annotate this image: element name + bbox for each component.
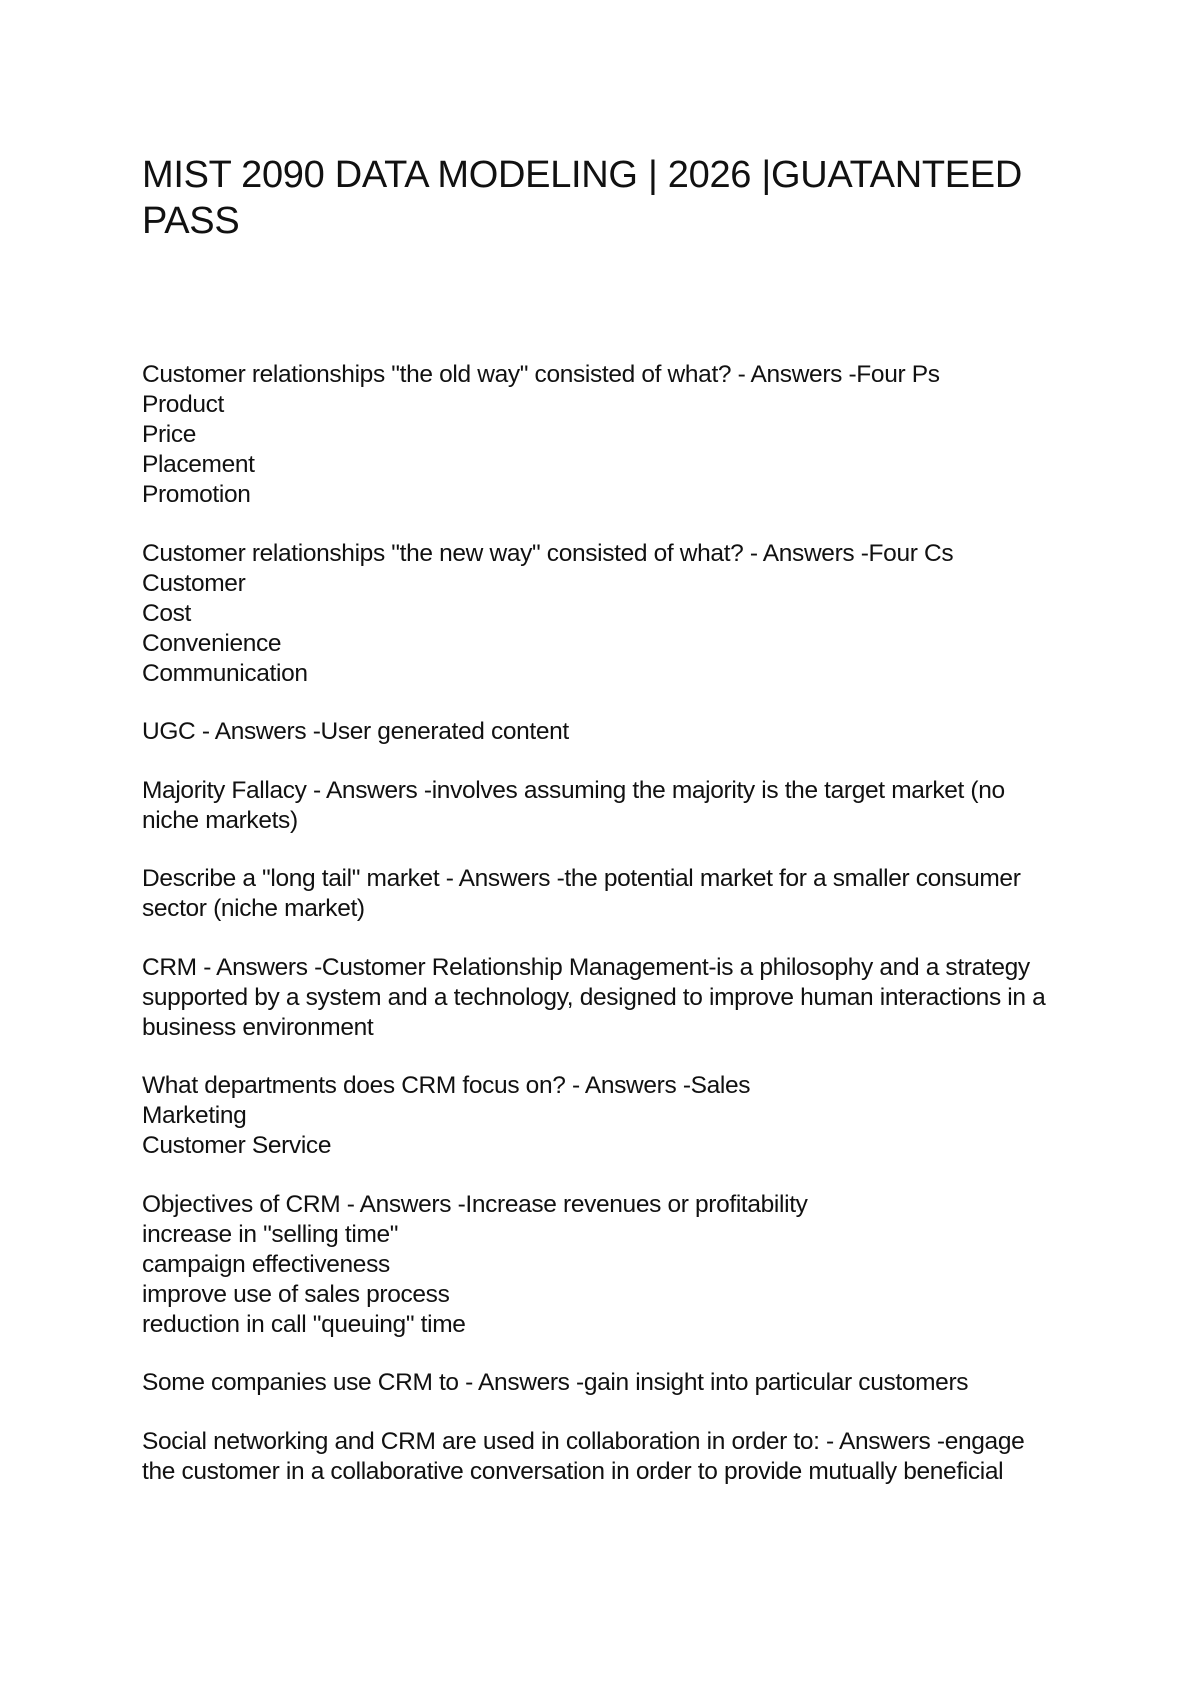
qa-line: UGC - Answers -User generated content — [142, 718, 569, 745]
qa-line: niche markets) — [142, 806, 298, 834]
qa-line: campaign effectiveness — [142, 1250, 390, 1278]
qa-line: Some companies use CRM to - Answers -gain insight into particular customers — [142, 1369, 969, 1396]
qa-entry-social-networking — [142, 1427, 1072, 1487]
qa-line: Communication — [142, 659, 308, 687]
title-line: MIST 2090 DATA MODELING | 2026 |GUATANTEED — [142, 154, 1022, 196]
qa-entry-new-way — [142, 539, 1072, 689]
qa-line: Cost — [142, 599, 191, 627]
qa-line: supported by a system and a technology, designed to improve human interactions in a — [142, 983, 1046, 1011]
qa-entry-long-tail — [142, 864, 1072, 924]
qa-entry-crm-objectives — [142, 1190, 1072, 1340]
qa-line: Social networking and CRM are used in collaboration in order to: - Answers -engage — [142, 1427, 1025, 1455]
qa-line: the customer in a collaborative conversation in order to provide mutually beneficial — [142, 1457, 1004, 1485]
qa-entry-ugc — [142, 717, 1072, 747]
qa-line: Customer relationships "the new way" consisted of what? - Answers -Four Cs — [142, 539, 954, 567]
qa-entry-old-way — [142, 360, 1072, 510]
qa-entry-crm — [142, 953, 1072, 1043]
qa-line: Price — [142, 421, 197, 448]
qa-entry-crm-departments — [142, 1071, 1072, 1161]
qa-line: Customer relationships "the old way" consisted of what? - Answers -Four Ps — [142, 361, 940, 388]
qa-line: Product — [142, 391, 224, 418]
qa-line: business environment — [142, 1013, 374, 1041]
qa-list — [142, 360, 1072, 1515]
qa-line: improve use of sales process — [142, 1280, 450, 1308]
qa-line: Majority Fallacy - Answers -involves assuming the majority is the target market (no — [142, 776, 1005, 804]
qa-line: Customer — [142, 569, 246, 597]
qa-entry-crm-insight — [142, 1368, 1072, 1398]
title-line: PASS — [142, 200, 240, 242]
qa-entry-majority-fallacy — [142, 776, 1072, 836]
qa-line: Describe a "long tail" market - Answers -the potential market for a smaller consumer — [142, 865, 1021, 892]
qa-line: CRM - Answers -Customer Relationship Management-is a philosophy and a strategy — [142, 953, 1030, 981]
qa-line: Objectives of CRM - Answers -Increase revenues or profitability — [142, 1190, 808, 1218]
qa-line: Placement — [142, 451, 255, 478]
qa-line: What departments does CRM focus on? - Answers -Sales — [142, 1072, 751, 1099]
qa-line: sector (niche market) — [142, 895, 365, 922]
qa-line: Promotion — [142, 481, 251, 508]
qa-line: Customer Service — [142, 1132, 332, 1159]
qa-line: increase in "selling time" — [142, 1220, 399, 1248]
qa-line: reduction in call "queuing" time — [142, 1310, 466, 1338]
document-title — [142, 152, 1042, 244]
qa-line: Convenience — [142, 629, 282, 657]
qa-line: Marketing — [142, 1102, 247, 1129]
